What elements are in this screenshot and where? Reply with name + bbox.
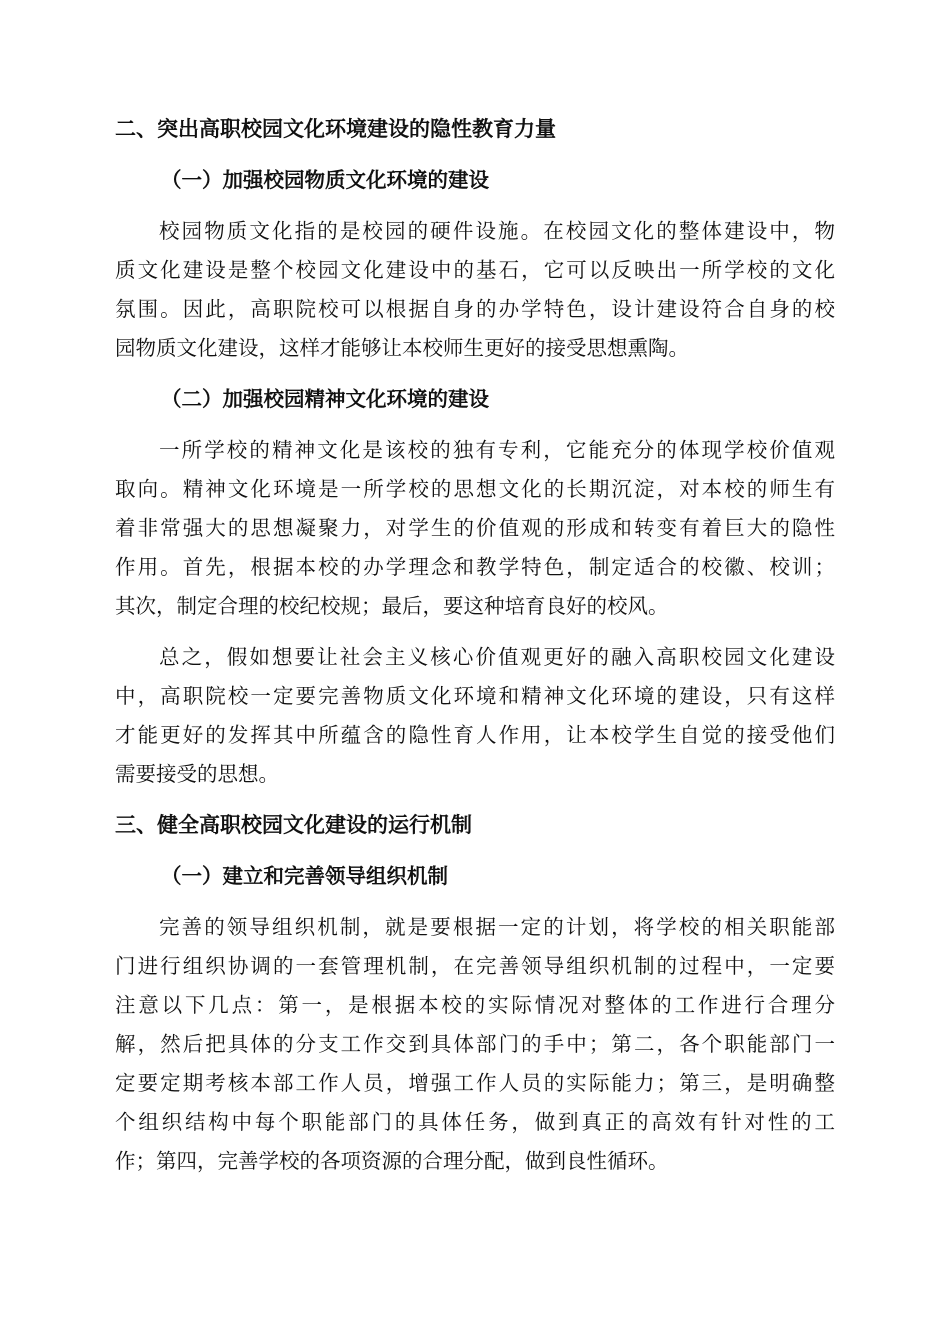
- section-heading: 三、健全高职校园文化建设的运行机制: [115, 813, 472, 837]
- paragraph-line: 定要定期考核本部工作人员，增强工作人员的实际能力；第三，是明确整: [115, 1071, 835, 1095]
- paragraph-line: 中，高职院校一定要完善物质文化环境和精神文化环境的建设，只有这样: [115, 684, 835, 708]
- paragraph-line: 一所学校的精神文化是该校的独有专利，它能充分的体现学校价值观: [159, 438, 835, 462]
- paragraph-line: 取向。精神文化环境是一所学校的思想文化的长期沉淀，对本校的师生有: [115, 477, 835, 501]
- paragraph-line: 氛围。因此，高职院校可以根据自身的办学特色，设计建设符合自身的校: [115, 297, 835, 321]
- paragraph-line: 作；第四，完善学校的各项资源的合理分配，做到良性循环。: [115, 1149, 669, 1173]
- paragraph-line: 作用。首先，根据本校的办学理念和教学特色，制定适合的校徽、校训；: [115, 555, 835, 579]
- paragraph-line: 园物质文化建设，这样才能够让本校师生更好的接受思想熏陶。: [115, 336, 689, 360]
- paragraph: [115, 908, 835, 1181]
- paragraph-line: 需要接受的思想。: [115, 762, 279, 786]
- paragraph-line: 才能更好的发挥其中所蕴含的隐性育人作用，让本校学生自觉的接受他们: [115, 723, 835, 747]
- paragraph-line: 完善的领导组织机制，就是要根据一定的计划，将学校的相关职能部: [159, 915, 835, 939]
- sub-heading: （二）加强校园精神文化环境的建设: [161, 387, 489, 411]
- paragraph-line: 校园物质文化指的是校园的硬件设施。在校园文化的整体建设中，物: [159, 219, 835, 243]
- paragraph-line: 其次，制定合理的校纪校规；最后，要这种培育良好的校风。: [115, 594, 669, 618]
- paragraph: [115, 638, 835, 794]
- paragraph-line: 总之，假如想要让社会主义核心价值观更好的融入高职校园文化建设: [159, 645, 835, 669]
- paragraph-line: 解，然后把具体的分支工作交到具体部门的手中；第二，各个职能部门一: [115, 1032, 835, 1056]
- paragraph-line: 注意以下几点：第一，是根据本校的实际情况对整体的工作进行合理分: [115, 993, 835, 1017]
- paragraph-line: 个组织结构中每个职能部门的具体任务，做到真正的高效有针对性的工: [115, 1110, 835, 1134]
- paragraph: [115, 431, 835, 626]
- paragraph-line: 门进行组织协调的一套管理机制，在完善领导组织机制的过程中，一定要: [115, 954, 835, 978]
- document-page: [115, 110, 835, 1193]
- section-heading: 二、突出高职校园文化环境建设的隐性教育力量: [115, 117, 556, 141]
- paragraph-line: 着非常强大的思想凝聚力，对学生的价值观的形成和转变有着巨大的隐性: [115, 516, 835, 540]
- sub-heading: （一）加强校园物质文化环境的建设: [161, 168, 489, 192]
- paragraph: [115, 212, 835, 368]
- paragraph-line: 质文化建设是整个校园文化建设中的基石，它可以反映出一所学校的文化: [115, 258, 835, 282]
- sub-heading: （一）建立和完善领导组织机制: [161, 864, 448, 888]
